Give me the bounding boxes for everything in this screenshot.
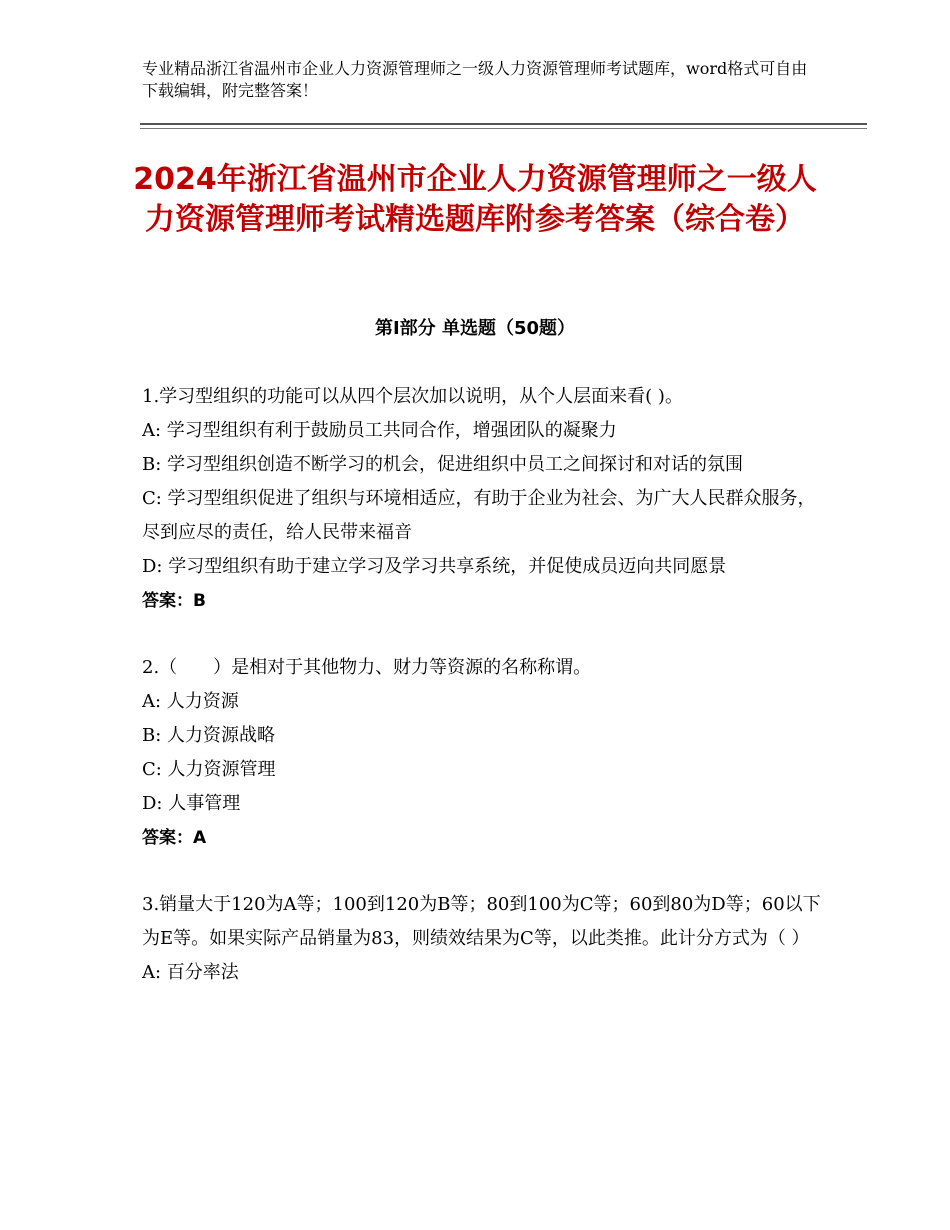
document-title: 2024年浙江省温州市企业人力资源管理师之一级人力资源管理师考试精选题库附参考答案（综合卷） bbox=[133, 162, 817, 237]
question-3 bbox=[142, 888, 822, 990]
option-b: B: 学习型组织创造不断学习的机会，促进组织中员工之间探讨和对话的氛围 bbox=[142, 454, 744, 475]
option-d: D: 学习型组织有助于建立学习及学习共享系统，并促使成员迈向共同愿景 bbox=[142, 556, 727, 577]
option-a: A: 百分率法 bbox=[142, 962, 239, 983]
option-b: B: 人力资源战略 bbox=[142, 725, 276, 746]
option-d: D: 人事管理 bbox=[142, 793, 241, 814]
answer: 答案：B bbox=[142, 591, 206, 611]
option-a: A: 学习型组织有利于鼓励员工共同合作，增强团队的凝聚力 bbox=[142, 420, 617, 441]
question-2 bbox=[142, 651, 822, 855]
section-title: 第Ⅰ部分 单选题（50题） bbox=[374, 318, 575, 339]
header-divider-thick bbox=[140, 123, 867, 125]
question-1 bbox=[142, 380, 822, 618]
option-c: C: 学习型组织促进了组织与环境相适应，有助于企业为社会、为广大人民群众服务，尽到应尽的责任，给人民带来福音 bbox=[142, 488, 816, 543]
option-c: C: 人力资源管理 bbox=[142, 759, 276, 780]
answer: 答案：A bbox=[142, 828, 207, 848]
question-list bbox=[142, 380, 822, 1023]
question-stem: 3.销量大于120为A等；100到120为B等；80到100为C等；60到80为D等；60以下为E等。如果实际产品销量为83，则绩效结果为C等，以此类推。此计分方式为（ ） bbox=[142, 894, 821, 949]
option-a: A: 人力资源 bbox=[142, 691, 239, 712]
question-stem: 1.学习型组织的功能可以从四个层次加以说明，从个人层面来看( )。 bbox=[142, 386, 683, 407]
question-stem: 2.（ ）是相对于其他物力、财力等资源的名称称谓。 bbox=[142, 657, 592, 678]
header-note: 专业精品浙江省温州市企业人力资源管理师之一级人力资源管理师考试题库，word格式可自由下载编辑，附完整答案！ bbox=[142, 59, 808, 100]
header-divider-thin bbox=[140, 128, 867, 129]
